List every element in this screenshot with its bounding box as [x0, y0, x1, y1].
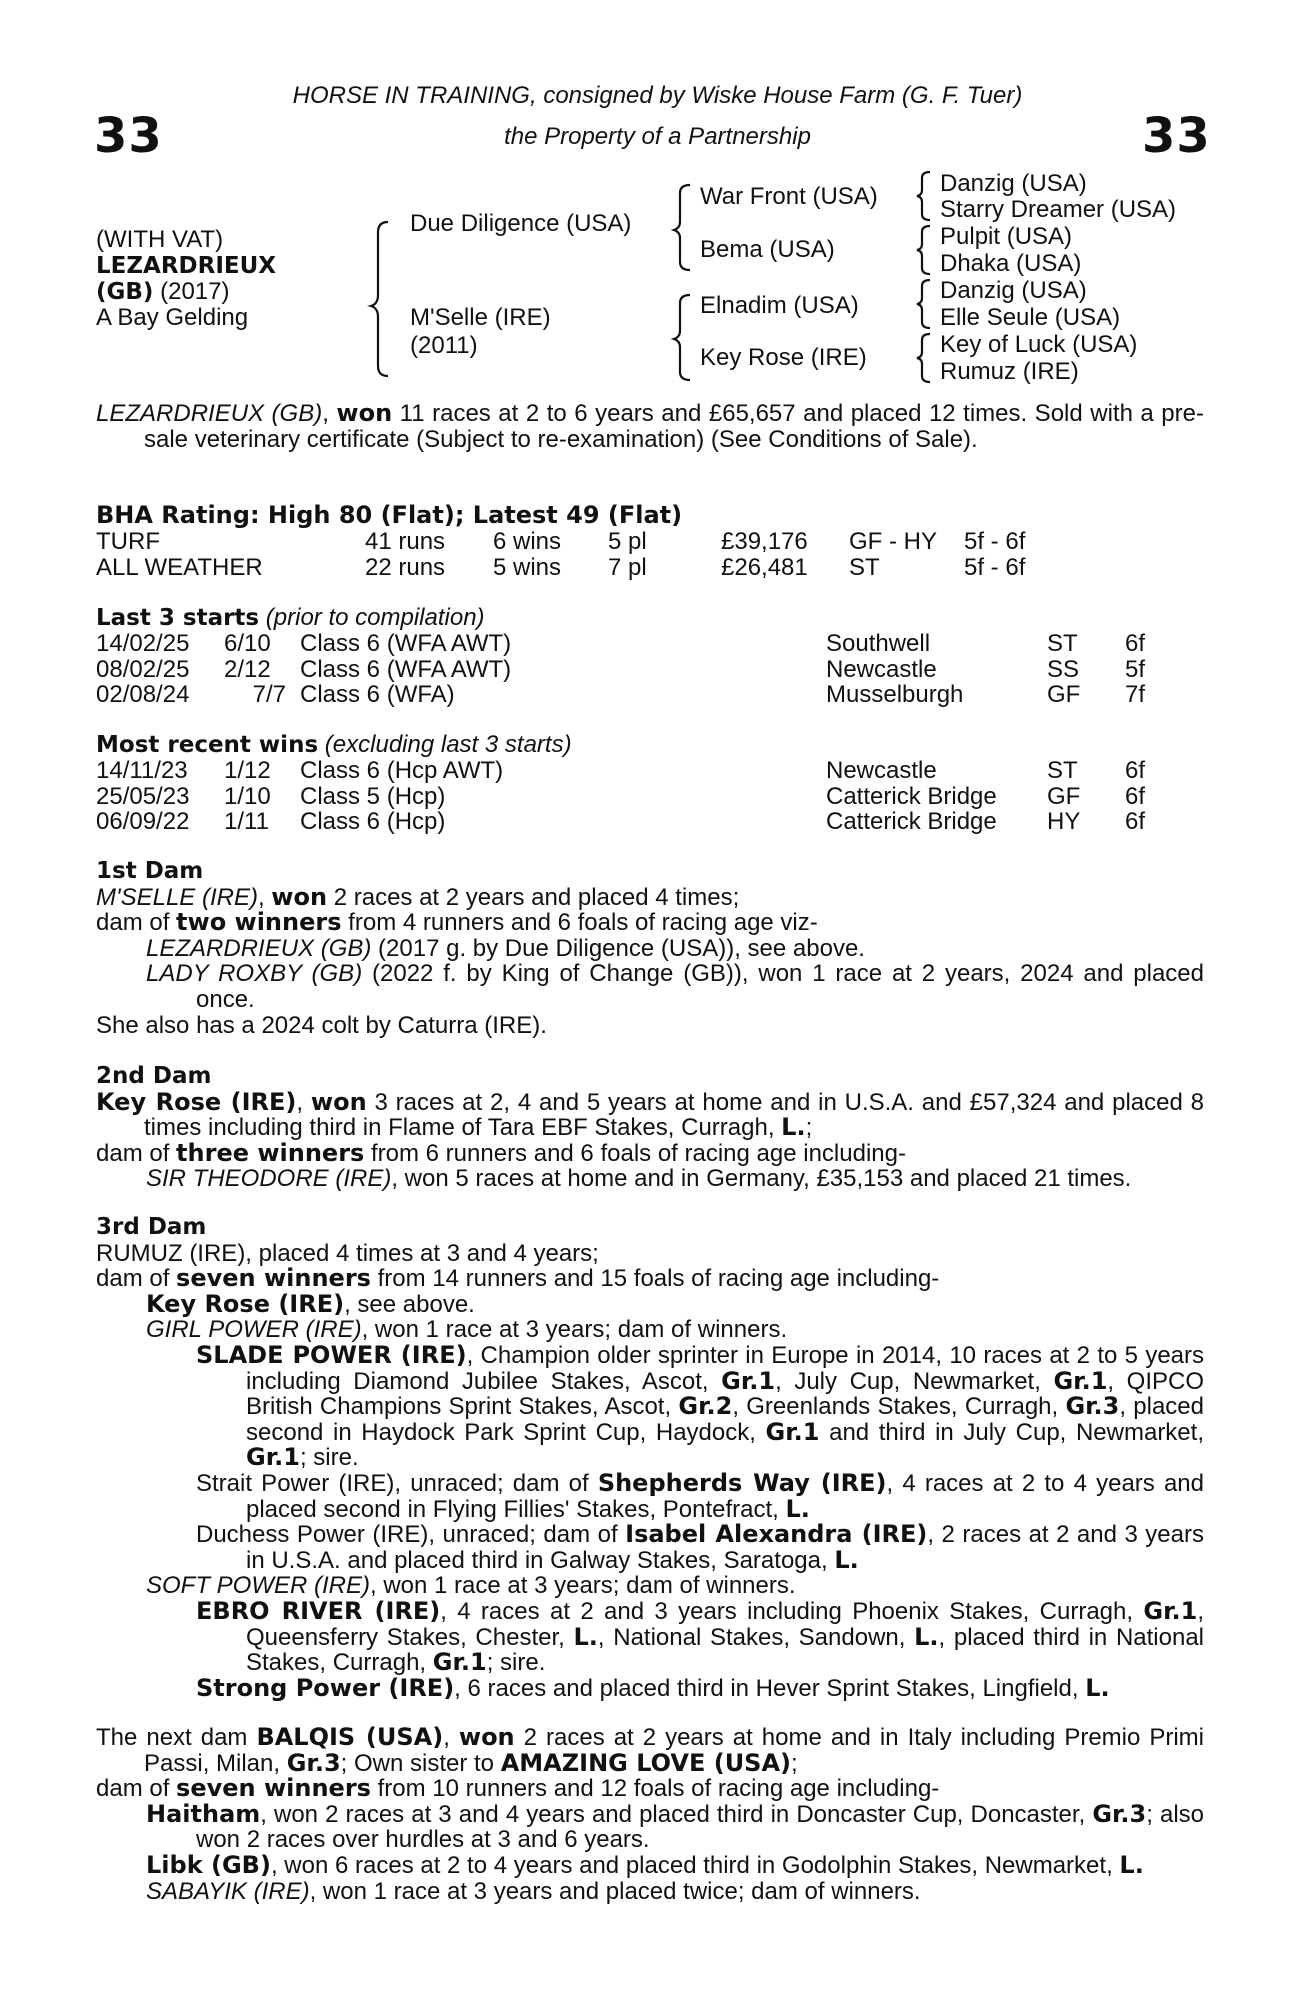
next-dam-produce-a: dam of [96, 1775, 177, 1803]
ggp-5: Danzig (USA) [940, 277, 1087, 304]
next-dam-intro: The next dam [96, 1724, 257, 1751]
progeny-name: Shepherds Way (IRE) [597, 1468, 887, 1497]
dam1-sep: , [257, 883, 272, 911]
ggp-8: Rumuz (IRE) [940, 358, 1079, 385]
start-date: 02/08/24 [96, 681, 190, 709]
dam1-produce-c: from 4 runners and 6 foals of racing age viz- [341, 909, 818, 937]
record-text: 2 races at 2 years at home and in Italy including Premio Primi Passi, Milan, [144, 1724, 1205, 1777]
second-dam-heading: 2nd Dam [96, 1063, 212, 1089]
dam2-record: 3 races at 2, 4 and 5 years at home and in U.S.A. and £57,324 and placed 8 times including third in Flame of Tara EBF Stakes, Curragh, [144, 1088, 1204, 1142]
win-distance: 6f [1125, 757, 1146, 784]
next-dam-produce-c: from 10 runners and 12 foals of racing age including- [370, 1775, 940, 1803]
start-position: 2/12 [224, 655, 271, 683]
record-text: ; also won 2 races over hurdles at 3 and 6 years. [196, 1800, 1205, 1854]
dam2-sep: , [296, 1088, 311, 1116]
dam1-record: 2 races at 2 years and placed 4 times; [327, 883, 740, 911]
start-course: Newcastle [826, 655, 937, 683]
dam3-record: RUMUZ (IRE), placed 4 times at 3 and 4 years; [96, 1239, 599, 1267]
rating-placed: 5 pl [608, 528, 647, 555]
progeny-name: SOFT POWER (IRE) [146, 1572, 370, 1600]
next-dam-winners: seven winners [176, 1774, 371, 1803]
start-row [96, 657, 1145, 683]
win-date: 14/11/23 [96, 757, 188, 784]
record-text: , Champion older sprinter in Europe in 2014, 10 races at 2 to 5 years including Diamond Jubilee Stakes, Ascot, [246, 1341, 1204, 1395]
dam2-produce-c: from 6 runners and 6 foals of racing age including- [364, 1139, 906, 1167]
race-summary [96, 401, 1204, 452]
horse-name: LEZARDRIEUX [96, 253, 277, 279]
third-dam-section [96, 1215, 1204, 1701]
dam2-produce-a: dam of [96, 1139, 177, 1167]
ggp-6: Elle Seule (USA) [940, 304, 1121, 331]
horse-suffix-year [96, 278, 229, 306]
rating-row [96, 529, 1025, 555]
progeny-name: SLADE POWER (IRE) [196, 1340, 467, 1369]
progeny-record: (2017 g. by Due Diligence (USA)), see above. [371, 934, 865, 962]
group-mark: Gr.1 [1143, 1596, 1198, 1625]
rating-distance: 5f - 6f [964, 528, 1026, 555]
win-date: 06/09/22 [96, 808, 190, 836]
progeny-name: Key Rose (IRE) [146, 1289, 345, 1318]
next-dam-won: won [458, 1723, 515, 1751]
rating-wins: 6 wins [493, 528, 562, 555]
start-going: GF [1047, 681, 1081, 709]
dam3-produce-c: from 14 runners and 15 foals of racing age including- [370, 1265, 940, 1293]
progeny-name: LADY ROXBY (GB) [146, 960, 363, 988]
rating-runs: 22 runs [365, 553, 446, 581]
win-class: Class 5 (Hcp) [300, 782, 446, 810]
record-text: , 6 races and placed third in Hever Sprint Stakes, Lingfield, [454, 1674, 1086, 1702]
group-mark: Gr.2 [678, 1392, 733, 1421]
group-mark: Gr.1 [721, 1366, 776, 1395]
consignor-line: HORSE IN TRAINING, consigned by Wiske House Farm (G. F. Tuer) [292, 82, 1023, 109]
lot-number-right: 33 [1142, 108, 1211, 164]
start-course: Southwell [826, 630, 931, 657]
progeny-name: EBRO RIVER (IRE) [196, 1596, 441, 1625]
record-text: , Queensferry Stakes, Chester, [246, 1597, 1204, 1651]
summary-name: LEZARDRIEUX (GB) [96, 400, 323, 427]
dam3-produce-a: dam of [96, 1265, 177, 1293]
win-row [96, 758, 1145, 784]
rating-going: GF - HY [849, 528, 937, 555]
ggp-2: Starry Dreamer (USA) [940, 196, 1177, 223]
win-row [96, 784, 1145, 810]
listed-mark: L. [573, 1622, 598, 1651]
record-text: , National Stakes, Sandown, [597, 1623, 915, 1651]
dam1-closing: She also has a 2024 colt by Caturra (IRE). [96, 1011, 547, 1039]
ggp-1: Danzig (USA) [940, 170, 1087, 197]
win-distance: 6f [1125, 808, 1146, 836]
progeny-name: LEZARDRIEUX (GB) [146, 934, 372, 962]
ggp-7: Key of Luck (USA) [940, 331, 1138, 358]
progeny-name: Libk (GB) [146, 1850, 271, 1879]
horse-suffix: (GB) [96, 279, 154, 305]
start-going: SS [1047, 655, 1080, 683]
record-text: , 4 races at 2 and 3 years including Phoenix Stakes, Curragh, [440, 1597, 1144, 1625]
record-text: ; [791, 1749, 798, 1777]
dam-sire: Elnadim (USA) [700, 292, 859, 319]
dam-name: M'Selle (IRE) [410, 304, 551, 331]
progeny-record: , won 1 race at 3 years; dam of winners. [361, 1316, 788, 1344]
win-row [96, 809, 1145, 835]
record-text: Strait Power (IRE), unraced; dam of [196, 1469, 598, 1497]
progeny-record: , won 1 race at 3 years; dam of winners. [370, 1572, 796, 1600]
horse-description: A Bay Gelding [96, 304, 249, 331]
next-dam-section [96, 1725, 1204, 1904]
second-dam-section [96, 1064, 1204, 1192]
dam2-name: Key Rose (IRE) [96, 1087, 297, 1116]
record-text: ; Own sister to [340, 1749, 501, 1777]
recent-wins-heading: Most recent wins [96, 732, 319, 758]
rating-distance: 5f - 6f [964, 553, 1026, 581]
record-text: and third in July Cup, Newmarket, [819, 1418, 1204, 1446]
vat-note: (WITH VAT) [96, 226, 224, 253]
dam-dam: Key Rose (IRE) [700, 344, 867, 371]
summary-sep: , [322, 400, 337, 427]
start-distance: 6f [1125, 630, 1146, 657]
win-position: 1/12 [224, 757, 271, 784]
listed-mark: L. [781, 1113, 806, 1142]
dam3-winners: seven winners [176, 1264, 371, 1293]
rating-going: ST [849, 553, 880, 581]
start-class: Class 6 (WFA) [300, 681, 455, 709]
group-mark: Gr.3 [286, 1748, 341, 1777]
start-position: 6/10 [224, 630, 271, 657]
record-text: , placed second in Haydock Park Sprint Cup, Haydock, [246, 1393, 1205, 1446]
dam-year: (2011) [410, 332, 478, 359]
summary-text: 11 races at 2 to 6 years and £65,657 and placed 12 times. Sold with a pre-sale veterinary certificate (Subject to re-examination) (See Conditions of Sale). [144, 400, 1204, 453]
dam1-won: won [271, 882, 328, 911]
group-mark: Gr.3 [1065, 1392, 1120, 1421]
win-course: Newcastle [826, 757, 937, 784]
rating-table [96, 529, 1025, 580]
progeny-name: Haitham [146, 1799, 261, 1828]
win-class: Class 6 (Hcp AWT) [300, 757, 504, 784]
ggp-4: Dhaka (USA) [940, 250, 1082, 277]
progeny-record: , won 1 race at 3 years and placed twice; dam of winners. [309, 1877, 921, 1905]
start-distance: 5f [1125, 655, 1146, 683]
listed-mark: L. [834, 1545, 859, 1574]
record-text: , Greenlands Stakes, Curragh, [732, 1393, 1066, 1421]
listed-mark: L. [785, 1494, 810, 1523]
sire-name: Due Diligence (USA) [410, 210, 632, 237]
listed-mark: L. [1085, 1673, 1110, 1702]
group-mark: Gr.1 [1053, 1366, 1108, 1395]
win-position: 1/10 [224, 782, 271, 810]
record-text: , QIPCO British Champions Sprint Stakes, Ascot, [246, 1367, 1204, 1421]
dam2-end: ; [805, 1114, 813, 1142]
win-date: 25/05/23 [96, 782, 190, 810]
progeny-name: Isabel Alexandra (IRE) [625, 1520, 928, 1549]
dam1-winners: two winners [176, 908, 342, 937]
last3-table [96, 631, 1145, 708]
listed-mark: L. [1119, 1850, 1144, 1879]
first-dam-section [96, 859, 1204, 1038]
start-distance: 7f [1125, 681, 1146, 709]
first-dam-heading: 1st Dam [96, 858, 204, 884]
dam2-won: won [310, 1087, 367, 1116]
progeny-name: GIRL POWER (IRE) [146, 1316, 362, 1344]
record-text: , won 6 races at 2 to 4 years and placed third in Godolphin Stakes, Newmarket, [270, 1851, 1120, 1879]
record-text: , July Cup, Newmarket, [775, 1367, 1054, 1395]
summary-won: won [336, 399, 393, 427]
recent-wins-note: (excluding last 3 starts) [318, 731, 572, 758]
win-position: 1/11 [224, 808, 269, 836]
record-text: ; sire. [486, 1649, 546, 1677]
win-course: Catterick Bridge [826, 808, 997, 836]
start-going: ST [1047, 630, 1078, 657]
sire-dam: Bema (USA) [700, 236, 835, 263]
last3-note: (prior to compilation) [259, 604, 485, 631]
sister-name: AMAZING LOVE (USA) [500, 1748, 792, 1777]
listed-mark: L. [914, 1622, 939, 1651]
record-text: ; sire. [299, 1444, 359, 1472]
rating-prize: £26,481 [721, 553, 808, 581]
record-text: , won 2 races at 3 and 4 years and placed third in Doncaster Cup, Doncaster, [260, 1800, 1093, 1828]
start-row [96, 682, 1145, 708]
bha-rating-title: BHA Rating: High 80 (Flat); Latest 49 (Flat) [96, 501, 683, 529]
record-text: , 4 races at 2 to 4 years and placed second in Flying Fillies' Stakes, Pontefract, [246, 1469, 1204, 1523]
progeny-name: SIR THEODORE (IRE) [146, 1165, 392, 1193]
rating-surface: ALL WEATHER [96, 553, 263, 581]
sire-sire: War Front (USA) [700, 183, 878, 210]
win-course: Catterick Bridge [826, 782, 997, 810]
win-going: ST [1047, 757, 1078, 784]
last3-heading: Last 3 starts [96, 605, 260, 631]
property-line: the Property of a Partnership [504, 123, 811, 150]
start-class: Class 6 (WFA AWT) [300, 655, 512, 683]
group-mark: Gr.1 [246, 1443, 300, 1472]
win-distance: 6f [1125, 782, 1146, 810]
horse-year: (2017) [153, 278, 230, 305]
group-mark: Gr.1 [432, 1648, 487, 1677]
third-dam-heading: 3rd Dam [96, 1214, 207, 1240]
recent-wins-title [96, 732, 572, 759]
rating-runs: 41 runs [365, 528, 446, 555]
group-mark: Gr.1 [765, 1417, 820, 1446]
lot-number-left: 33 [94, 108, 163, 164]
rating-surface: TURF [96, 528, 160, 555]
progeny-record: , won 5 races at home and in Germany, £35,153 and placed 21 times. [391, 1165, 1132, 1193]
record-text: , 2 races at 2 and 3 years in U.S.A. and placed third in Galway Stakes, Saratoga, [246, 1521, 1204, 1574]
progeny-record: , see above. [344, 1290, 475, 1318]
ggp-3: Pulpit (USA) [940, 223, 1073, 250]
start-date: 08/02/25 [96, 655, 190, 683]
start-date: 14/02/25 [96, 630, 190, 657]
rating-row [96, 555, 1025, 581]
dam1-produce-a: dam of [96, 909, 177, 937]
rating-wins: 5 wins [493, 553, 562, 581]
win-going: GF [1047, 782, 1081, 810]
start-row [96, 631, 1145, 657]
recent-wins-table [96, 758, 1145, 835]
progeny-name: Strong Power (IRE) [196, 1673, 455, 1702]
next-dam-sep: , [443, 1724, 459, 1751]
record-text: , placed third in National Stakes, Curragh, [246, 1623, 1204, 1677]
rating-placed: 7 pl [608, 553, 647, 581]
dam2-winners: three winners [176, 1138, 365, 1167]
last3-title [96, 605, 485, 632]
progeny-record: (2022 f. by King of Change (GB)), won 1 race at 2 years, 2024 and placed once. [196, 960, 1204, 1013]
start-position: 7/7 [252, 681, 286, 709]
next-dam-name: BALQIS (USA) [256, 1723, 444, 1751]
record-text: Duchess Power (IRE), unraced; dam of [196, 1521, 626, 1549]
start-class: Class 6 (WFA AWT) [300, 630, 512, 657]
group-mark: Gr.3 [1092, 1799, 1147, 1828]
start-course: Musselburgh [826, 681, 964, 709]
dam1-name: M'SELLE (IRE) [96, 883, 258, 911]
progeny-name: SABAYIK (IRE) [146, 1877, 310, 1905]
rating-prize: £39,176 [721, 528, 808, 555]
win-going: HY [1047, 808, 1081, 836]
win-class: Class 6 (Hcp) [300, 808, 446, 836]
